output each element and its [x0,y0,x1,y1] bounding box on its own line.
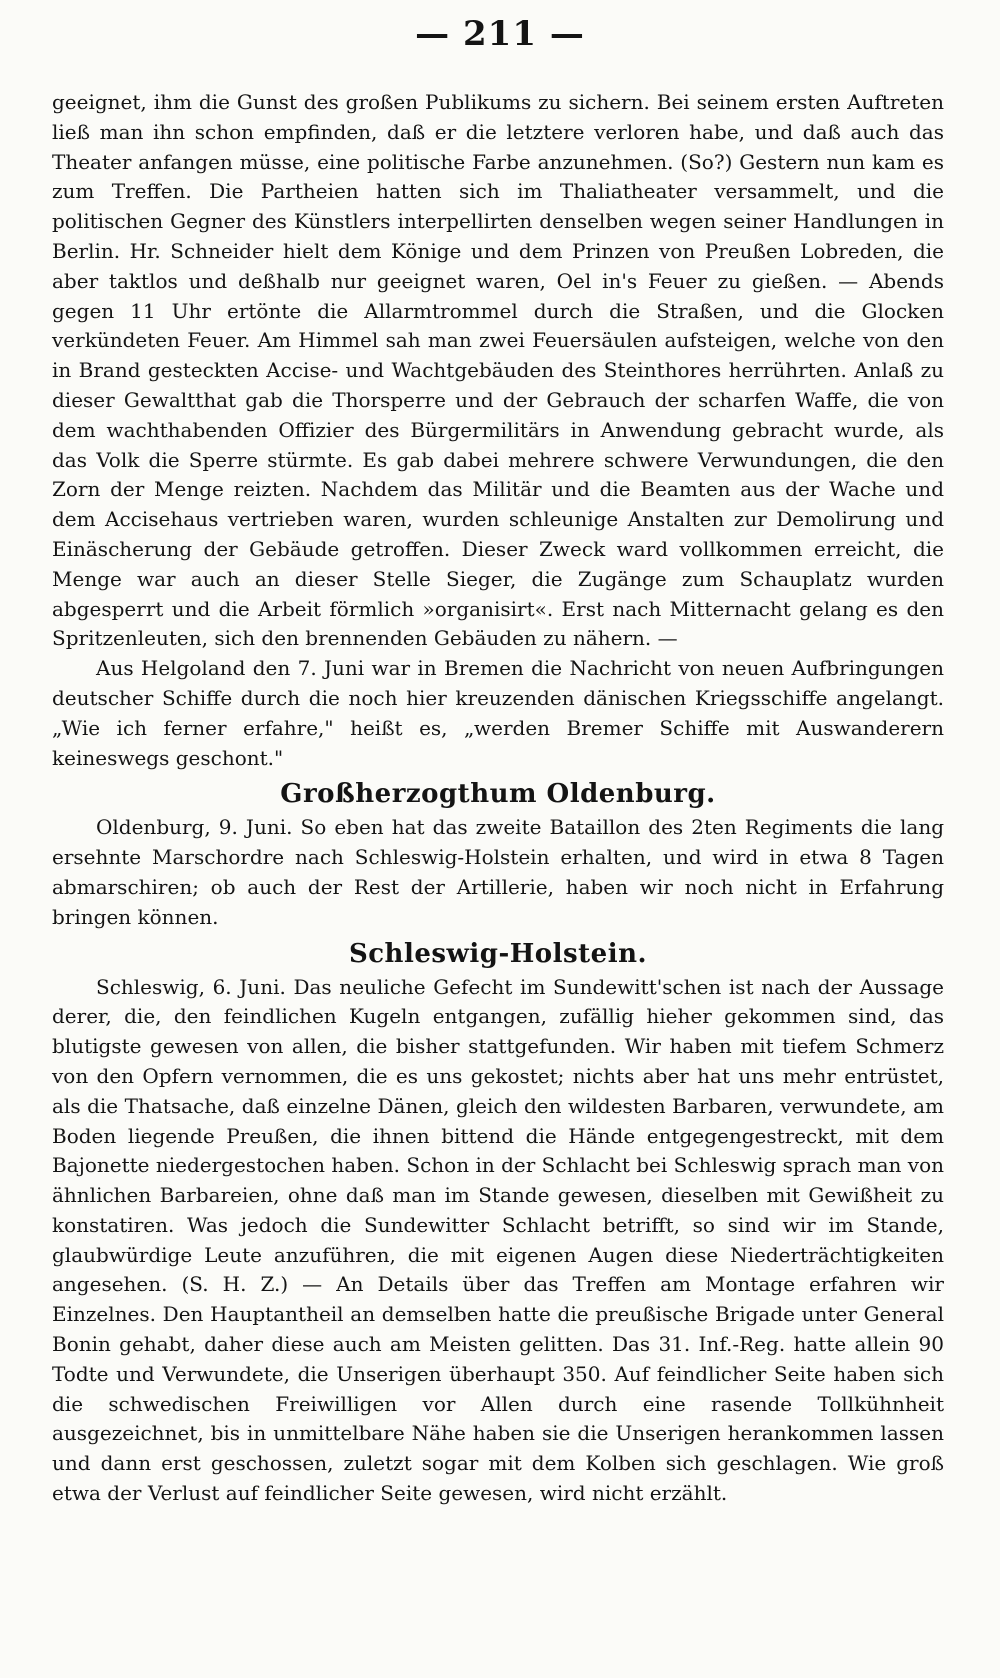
section-heading-oldenburg: Großherzogthum Oldenburg. [280,779,716,810]
section-heading-schleswig-holstein: Schleswig-Holstein. [348,938,648,969]
helgoland-news-paragraph: Aus Helgoland den 7. Juni war in Bremen die Nachricht von neuen Aufbringungen deutscher Schiffe durch die noch hier kreuzenden dänischen Kriegsschiffe angelangt. „Wie ich ferner erfahre," heißt es, „werden Bremer Schiffe mit Auswanderern keineswegs geschont." [52,656,944,770]
oldenburg-news-paragraph: Oldenburg, 9. Juni. So eben hat das zweite Bataillon des 2ten Regiments die lang ersehnte Marschordre nach Schleswig-Holstein erhalten, und wird in etwa 8 Tagen abmarschiren; ob auch der Rest der Artillerie, haben wir noch nicht in Erfahrung bringen können. [52,815,944,929]
page-number: — 211 — [415,14,585,54]
text-column [52,88,944,1509]
article-continuation-paragraph: geeignet, ihm die Gunst des großen Publikums zu sichern. Bei seinem ersten Auftreten ließ man ihn schon empfinden, daß er die letztere verloren habe, und daß auch das Theater anfangen müsse, eine politische Farbe anzunehmen. (So?) Gestern nun kam es zum Treffen. Die Partheien hatten sich im Thaliatheater versammelt, und die politischen Gegner des Künstlers interpellirten denselben wegen seiner Handlungen in Berlin. Hr. Schneider hielt dem Könige und dem Prinzen von Preußen Lobreden, die aber taktlos und deßhalb nur geeignet waren, Oel in's Feuer zu gießen. — Abends gegen 11 Uhr ertönte die Allarmtrommel durch die Straßen, und die Glocken verkündeten Feuer. Am Himmel sah man zwei Feuersäulen aufsteigen, welche von den in Brand gesteckten Accise- und Wachtgebäuden des Steinthores herrührten. Anlaß zu dieser Gewaltthat gab die Thorsperre und der Gebrauch der scharfen Waffe, die von dem wachthabenden Offizier des Bürgermilitärs in Anwendung gebracht wurde, als das Volk die Sperre stürmte. Es gab dabei mehrere schwere Verwundungen, die den Zorn der Menge reizten. Nachdem das Militär und die Beamten aus der Wache und dem Accisehaus vertrieben waren, wurden schleunige Anstalten zur Demolirung und Einäscherung der Gebäude getroffen. Dieser Zweck ward vollkommen erreicht, die Menge war auch an dieser Stelle Sieger, die Zugänge zum Schauplatz wurden abgesperrt und die Arbeit förmlich »organisirt«. Erst nach Mitternacht gelang es den Spritzenleuten, sich den brennenden Gebäuden zu nähern. — [52,90,944,651]
schleswig-news-paragraph: Schleswig, 6. Juni. Das neuliche Gefecht im Sundewitt'schen ist nach der Aussage derer, die, den feindlichen Kugeln entgangen, zufällig hieher gekommen sind, das blutigste gewesen von allen, die bisher stattgefunden. Wir haben mit tiefem Schmerz von den Opfern vernommen, die es uns gekostet; nichts aber hat uns mehr entrüstet, als die Thatsache, daß einzelne Dänen, gleich den wildesten Barbaren, verwundete, am Boden liegende Preußen, die ihnen bittend die Hände entgegengestreckt, mit dem Bajonette niedergestochen haben. Schon in der Schlacht bei Schleswig sprach man von ähnlichen Barbareien, ohne daß man im Stande gewesen, dieselben mit Gewißheit zu konstatiren. Was jedoch die Sundewitter Schlacht betrifft, so sind wir im Stande, glaubwürdige Leute anzuführen, die mit eigenen Augen diese Niederträchtigkeiten angesehen. (S. H. Z.) — An Details über das Treffen am Montage erfahren wir Einzelnes. Den Hauptantheil an demselben hatte die preußische Brigade unter General Bonin gehabt, daher diese auch am Meisten gelitten. Das 31. Inf.-Reg. hatte allein 90 Todte und Verwundete, die Unserigen überhaupt 350. Auf feindlicher Seite haben sich die schwedischen Freiwilligen vor Allen durch eine rasende Tollkühnheit ausgezeichnet, bis in unmittelbare Nähe haben sie die Unserigen herankommen lassen und dann erst geschossen, zuletzt sogar mit dem Kolben sich geschlagen. Wie groß etwa der Verlust auf feindlicher Seite gewesen, wird nicht erzählt. [52,974,944,1506]
